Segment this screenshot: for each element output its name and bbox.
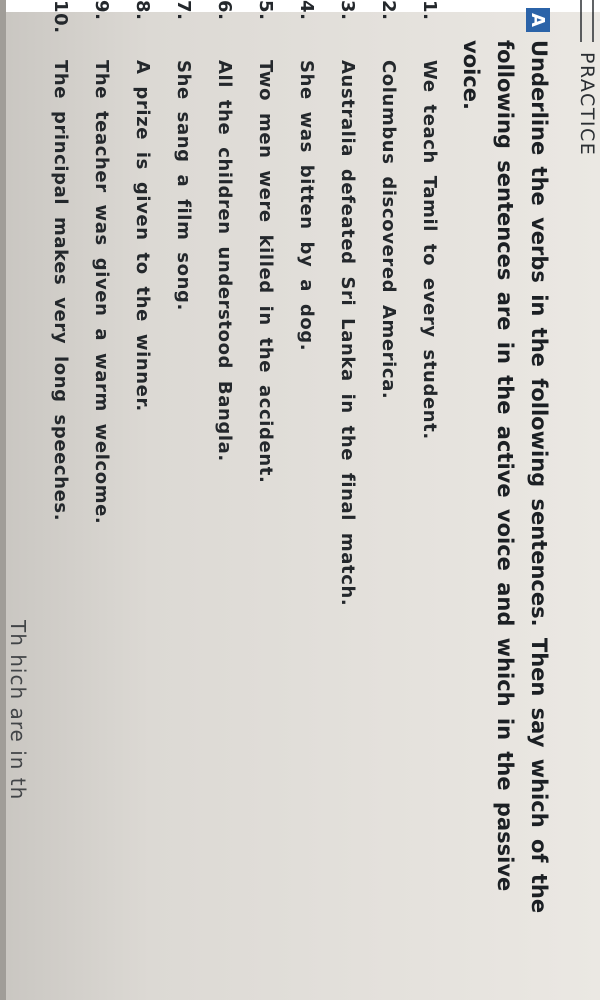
- list-item: [122, 0, 163, 980]
- cutoff-text-line: Th hich are in th: [6, 620, 30, 801]
- list-item: [368, 0, 409, 980]
- list-item: [163, 0, 204, 980]
- list-item: [81, 0, 122, 980]
- list-item: [286, 0, 327, 980]
- list-item: [327, 0, 368, 980]
- section-title: PRACTICE: [576, 52, 598, 157]
- item-sentence: We teach Tamil to every student.: [419, 60, 440, 440]
- item-number: 2.: [378, 0, 399, 21]
- list-item: [40, 0, 81, 980]
- item-sentence: Two men were killed in the accident.: [255, 60, 276, 484]
- item-sentence: She was bitten by a dog.: [296, 60, 317, 352]
- list-item: [409, 0, 450, 980]
- list-item: [245, 0, 286, 980]
- item-number: 10.: [50, 0, 71, 34]
- item-number: 9.: [91, 0, 112, 21]
- section-banner: [574, 0, 600, 156]
- item-number: 5.: [255, 0, 276, 21]
- item-sentence: All the children understood Bangla.: [214, 60, 235, 462]
- list-item: [204, 0, 245, 980]
- item-number: 6.: [214, 0, 235, 21]
- item-sentence: She sang a film song.: [173, 60, 194, 311]
- item-number: 1.: [419, 0, 440, 21]
- banner-ornament: [580, 0, 594, 42]
- exercise-label: A: [526, 8, 550, 32]
- item-sentence: The teacher was given a warm welcome.: [91, 60, 112, 525]
- item-sentence: The principal makes very long speeches.: [50, 60, 71, 522]
- item-number: 8.: [132, 0, 153, 21]
- item-sentence: Australia defeated Sri Lanka in the final match.: [337, 60, 358, 607]
- item-number: 4.: [296, 0, 317, 21]
- exercise-instruction: Underline the verbs in the following sentences. Then say which of the following sentences are in the active voice and which in the passive voice.: [459, 40, 551, 914]
- item-number: 3.: [337, 0, 358, 21]
- item-sentence: A prize is given to the winner.: [132, 60, 153, 412]
- item-number: 7.: [173, 0, 194, 21]
- item-sentence: Columbus discovered America.: [378, 60, 399, 400]
- sentence-list: [40, 0, 450, 980]
